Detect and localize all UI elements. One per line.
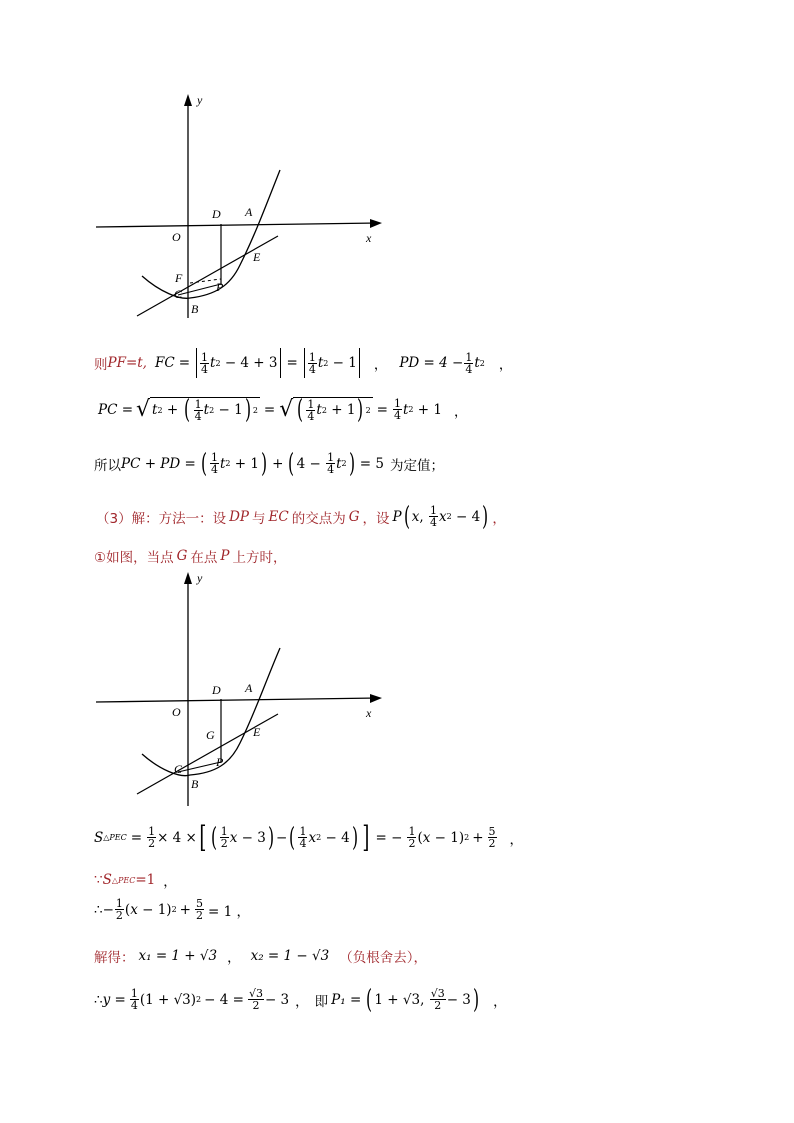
- text-eq-5: = 5: [359, 455, 384, 472]
- label-b: B: [191, 302, 199, 316]
- text-pc-pd: PC + PD =: [121, 455, 196, 472]
- label-g: G: [206, 728, 215, 742]
- label-y: y: [197, 93, 203, 107]
- parabola-curve: [142, 648, 280, 776]
- text-ze: 则: [94, 357, 108, 373]
- label-o: O: [172, 230, 181, 244]
- line-5: ①如图，当点 G 在点 P 上方时，: [94, 548, 287, 566]
- x-axis-arrow: [370, 219, 382, 228]
- label-o: O: [172, 705, 181, 719]
- label-e: E: [253, 725, 261, 739]
- text-pd: PD = 4 −: [399, 355, 464, 371]
- text-pf-t: PF=t,: [107, 355, 147, 371]
- label-c: C: [174, 762, 183, 776]
- label-p: P: [216, 755, 224, 769]
- label-f: F: [175, 271, 183, 285]
- label-e: E: [253, 250, 261, 264]
- label-y: y: [197, 571, 203, 585]
- line-8: ∴ − $\frac{1}{2}$ (x − 1) 2 + $\frac{5}{2}$ = 1 ，: [94, 897, 250, 922]
- figure-2-graph: [90, 568, 390, 808]
- y-axis-arrow: [184, 572, 192, 584]
- line-10: ∴ y = $\frac{1}{4}$ (1 + √3) 2 − 4 = $\frac{√3}{2}$ − 3 ， 即 P₁ = ( 1 + √3, $\frac{√3}{2}$ − 3 ) ，: [94, 984, 507, 1015]
- line-2: PC = √ t 2 + ( $\frac{1}{4}$ t 2 − 1 ) 2 = √ ( $\frac{1}{4}$ t 2 + 1 ) 2 = $\frac{1}{4}$ t 2 + 1 ，: [98, 395, 468, 425]
- x-axis: [96, 223, 378, 227]
- line-4: （3）解：方法一：设 DP 与 EC 的交点为 G ，设 P ( x , $\frac{1}{4}$ x 2 − 4 ) ，: [96, 501, 506, 532]
- line-7: ∵ S △PEC =1 ，: [94, 872, 177, 890]
- label-a: A: [245, 205, 253, 219]
- text-suoyi: 所以: [94, 457, 121, 474]
- text-dingzhi: 为定值；: [390, 457, 444, 474]
- line-6: S △PEC = $\frac{1}{2}$ × 4 × [ ( $\frac{1}{2}$ x − 3 ) − ( $\frac{1}{4}$ x 2 − 4 ) ] = − $\frac{1}{2}$ (x − 1) 2 + $\frac{5}{2}$ ，: [94, 819, 524, 855]
- label-a: A: [245, 681, 253, 695]
- line-ec: [137, 236, 278, 316]
- text-fc: FC: [154, 355, 175, 371]
- figure-1-graph: [90, 90, 390, 320]
- label-d: D: [212, 207, 221, 221]
- x-axis: [96, 698, 378, 702]
- x-axis-arrow: [370, 694, 382, 703]
- label-c: C: [174, 287, 183, 301]
- text-pc: PC =: [98, 401, 134, 418]
- label-p: P: [216, 280, 224, 294]
- label-d: D: [212, 683, 221, 697]
- line-9: 解得： x₁ = 1 + √3 ， x₂ = 1 − √3 （负根舍去），: [94, 948, 427, 966]
- label-b: B: [191, 777, 199, 791]
- line-3: 所以 PC + PD = ( $\frac{1}{4}$ t 2 + 1 ) + ( 4 − $\frac{1}{4}$ t 2 ) = 5 为定值；: [94, 448, 444, 479]
- label-x: x: [366, 706, 372, 720]
- label-x: x: [366, 231, 372, 245]
- line-1: 则 PF=t, FC = $\frac{1}{4}$ t 2 − 4 + 3 = $\frac{1}{4}$ t 2 − 1 ， PD = 4 − $\frac{1}{4}$ t 2 ，: [94, 348, 512, 378]
- y-axis-arrow: [184, 94, 192, 106]
- parabola-curve: [142, 170, 280, 298]
